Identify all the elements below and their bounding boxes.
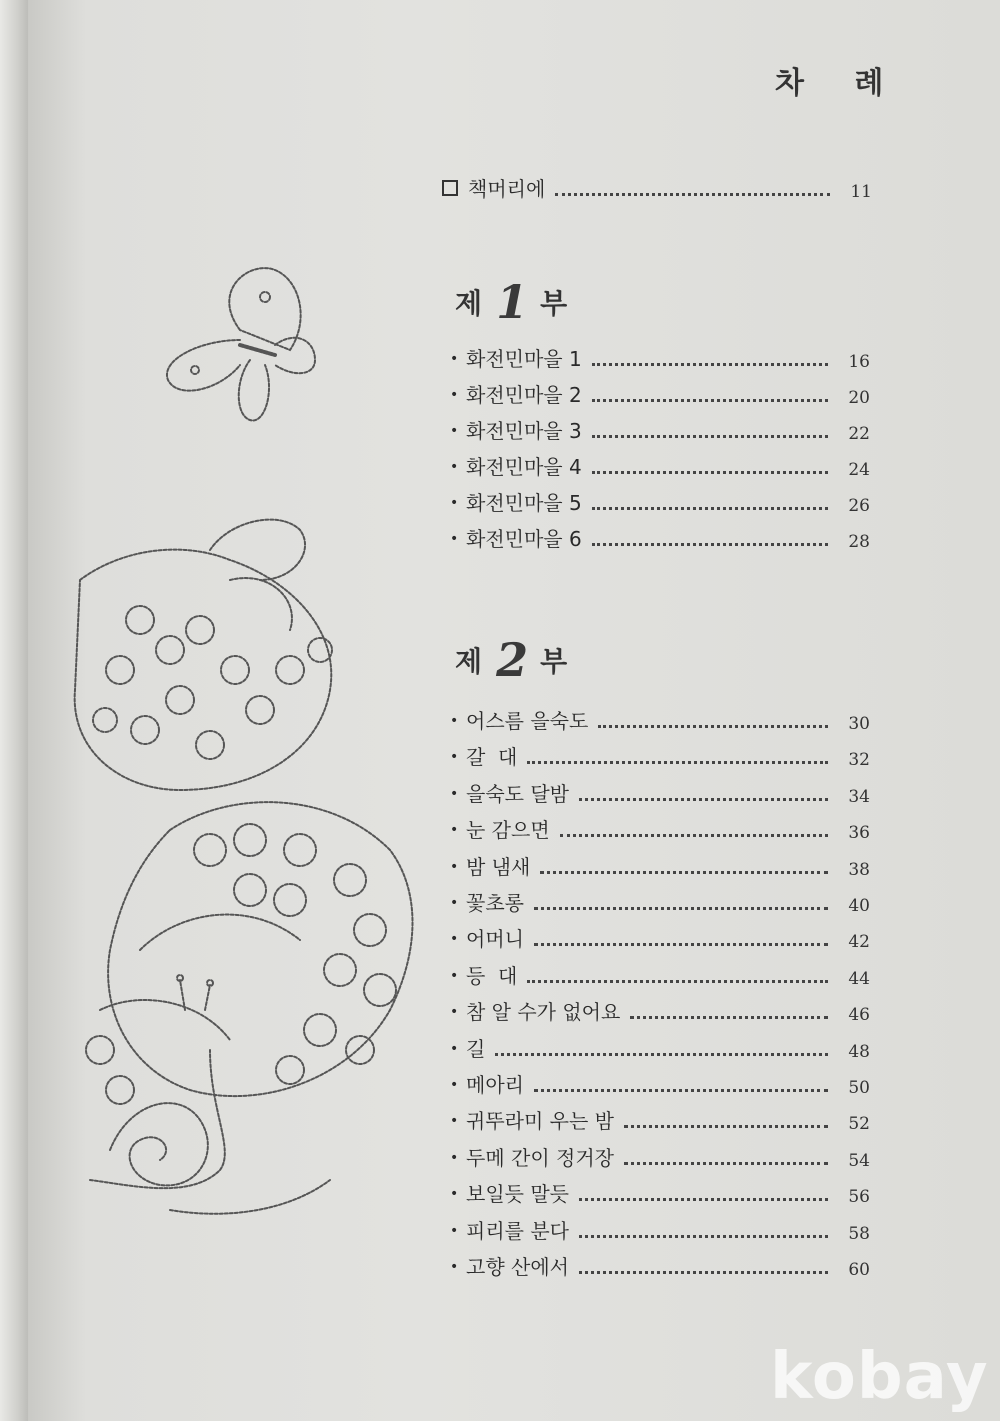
part-number: 1	[496, 275, 529, 329]
toc-item[interactable]	[450, 1028, 870, 1062]
toc-item[interactable]	[450, 846, 870, 880]
toc-item[interactable]	[450, 518, 870, 552]
toc-item-label: 보일듯 말듯	[466, 1182, 569, 1207]
toc-item-label: 을숙도 달밤	[466, 781, 569, 806]
toc-item[interactable]	[450, 1246, 870, 1280]
leader-dots	[579, 1233, 828, 1238]
toc-item-page: 38	[848, 859, 870, 880]
pencil-illustration	[60, 250, 430, 1250]
toc-item-page: 32	[848, 750, 870, 771]
leader-dots	[592, 361, 828, 366]
toc-item-page: 40	[848, 896, 870, 916]
toc-item-page: 46	[848, 1005, 870, 1026]
toc-item[interactable]	[450, 809, 870, 843]
toc-item[interactable]	[450, 482, 870, 516]
toc-item-label: 화전민마을 4	[466, 455, 582, 479]
toc-item-page: 34	[848, 786, 870, 807]
toc-item-page: 50	[848, 1078, 870, 1098]
toc-title: 차 례	[775, 66, 904, 101]
bullet-icon: •	[450, 1186, 459, 1203]
bullet-icon: •	[450, 822, 459, 839]
part-number: 2	[496, 633, 529, 687]
leader-dots	[598, 723, 828, 728]
bullet-icon: •	[450, 785, 459, 802]
leader-dots	[579, 796, 828, 801]
bullet-icon: •	[450, 1040, 459, 1057]
leader-dots	[534, 905, 828, 910]
leader-dots	[624, 1160, 828, 1165]
toc-item-page: 11	[850, 182, 872, 202]
toc-item-label: 어머니	[466, 927, 524, 952]
toc-item-label: 눈 감으면	[466, 818, 550, 843]
toc-item-page: 60	[848, 1260, 870, 1280]
leader-dots	[592, 505, 828, 510]
toc-item-label: 등 대	[466, 963, 518, 988]
part-prefix: 제	[455, 645, 483, 678]
toc-item[interactable]	[450, 991, 870, 1025]
bullet-icon: •	[450, 967, 459, 984]
toc-item-page: 48	[848, 1041, 870, 1062]
toc-item[interactable]	[450, 374, 870, 408]
toc-item[interactable]	[450, 918, 870, 952]
part-heading-1	[455, 275, 567, 329]
toc-item-page: 28	[848, 532, 870, 552]
toc-item-label: 갈 대	[466, 745, 518, 770]
leader-dots	[534, 1087, 828, 1092]
bullet-icon: •	[450, 495, 459, 511]
leader-dots	[592, 541, 828, 546]
toc-preface[interactable]	[442, 168, 872, 202]
bullet-icon: •	[450, 1259, 459, 1275]
leader-dots	[624, 1123, 828, 1128]
toc-item[interactable]	[450, 1064, 870, 1098]
toc-item-page: 24	[848, 460, 870, 480]
bullet-icon: •	[450, 931, 459, 948]
toc-item[interactable]	[450, 1210, 870, 1244]
toc-item-label: 화전민마을 5	[466, 491, 582, 515]
toc-item[interactable]	[450, 1137, 870, 1171]
toc-item-label: 화전민마을 3	[466, 419, 582, 443]
toc-item-page: 52	[848, 1114, 870, 1135]
checkbox-icon	[442, 180, 458, 196]
leader-dots	[592, 469, 828, 474]
leader-dots	[527, 978, 828, 983]
toc-item-page: 56	[848, 1187, 870, 1208]
toc-item-page: 58	[848, 1223, 870, 1244]
leader-dots	[630, 1014, 828, 1019]
toc-item-label: 고향 산에서	[466, 1255, 569, 1279]
bullet-icon: •	[450, 1222, 459, 1239]
toc-item-label: 화전민마을 6	[466, 527, 582, 551]
toc-item[interactable]	[450, 1173, 870, 1207]
toc-item-page: 30	[848, 714, 870, 734]
toc-item-label: 화전민마을 2	[466, 383, 582, 407]
toc-item-label: 참 알 수가 없어요	[466, 1000, 621, 1025]
bullet-icon: •	[450, 351, 459, 367]
toc-item[interactable]	[450, 700, 870, 734]
bullet-icon: •	[450, 895, 459, 911]
toc-item-label: 꽃초롱	[466, 891, 524, 915]
toc-item-page: 16	[848, 352, 870, 372]
bullet-icon: •	[450, 749, 459, 766]
toc-item-label: 화전민마을 1	[466, 347, 582, 371]
leader-dots	[495, 1051, 828, 1056]
leader-dots	[540, 869, 828, 874]
toc-item-label: 책머리에	[468, 177, 546, 201]
toc-item[interactable]	[450, 410, 870, 444]
toc-item[interactable]	[450, 338, 870, 372]
bullet-icon: •	[450, 1149, 459, 1166]
toc-item-page: 26	[848, 496, 870, 516]
toc-item-label: 밤 냄새	[466, 854, 531, 879]
toc-item-label: 어스름 을숙도	[466, 709, 589, 733]
toc-item-page: 22	[848, 424, 870, 444]
toc-item[interactable]	[450, 882, 870, 916]
toc-item[interactable]	[450, 1100, 870, 1134]
toc-item-label: 메아리	[466, 1073, 524, 1097]
toc-item-label: 피리를 분다	[466, 1218, 569, 1243]
bullet-icon: •	[450, 531, 459, 547]
leader-dots	[579, 1196, 828, 1201]
leader-dots	[592, 397, 828, 402]
leader-dots	[560, 832, 828, 837]
bullet-icon: •	[450, 459, 459, 475]
toc-item-page: 54	[848, 1150, 870, 1171]
bullet-icon: •	[450, 387, 459, 403]
toc-item-label: 두메 간이 정거장	[466, 1145, 614, 1170]
bullet-icon: •	[450, 1113, 459, 1130]
toc-item[interactable]	[450, 736, 870, 770]
toc-item[interactable]	[450, 773, 870, 807]
toc-item-label: 귀뚜라미 우는 밤	[466, 1109, 614, 1134]
leader-dots	[527, 759, 828, 764]
toc-item-page: 44	[848, 968, 870, 989]
book-gutter	[0, 0, 30, 1421]
toc-item-page: 42	[848, 932, 870, 953]
watermark-logo: kobay	[770, 1340, 989, 1414]
leader-dots	[534, 941, 828, 946]
bullet-icon: •	[450, 1077, 459, 1093]
toc-item-page: 20	[848, 388, 870, 408]
toc-item[interactable]	[450, 955, 870, 989]
toc-item[interactable]	[450, 446, 870, 480]
leader-dots	[579, 1269, 828, 1274]
part-suffix: 부	[540, 645, 568, 678]
part-suffix: 부	[540, 287, 568, 320]
leader-dots	[555, 191, 830, 196]
bullet-icon: •	[450, 423, 459, 439]
leader-dots	[592, 433, 828, 438]
bullet-icon: •	[450, 1004, 459, 1021]
bullet-icon: •	[450, 713, 459, 729]
toc-item-label: 길	[466, 1036, 486, 1061]
bullet-icon: •	[450, 858, 459, 875]
part-heading-2	[455, 633, 567, 687]
toc-item-page: 36	[848, 823, 870, 844]
part-prefix: 제	[455, 287, 483, 320]
